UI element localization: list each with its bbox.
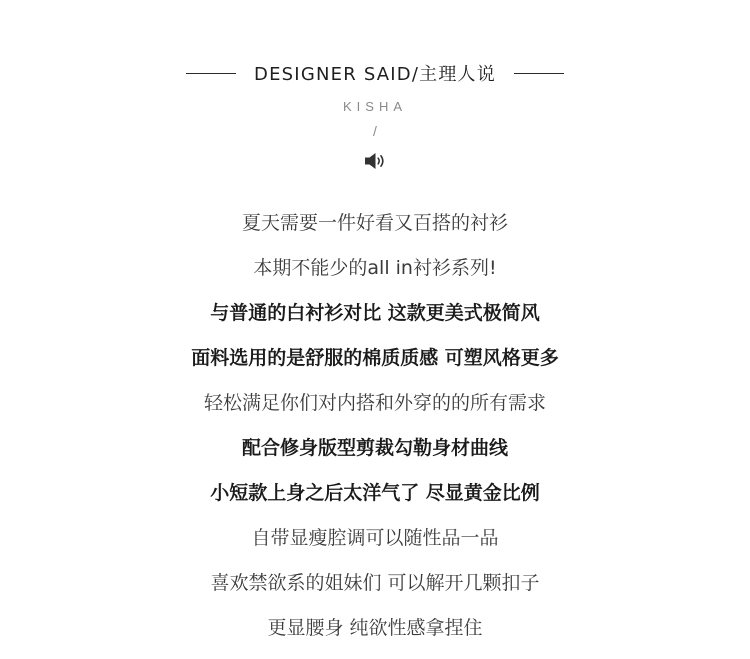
left-divider-line <box>186 73 236 74</box>
description-line: 与普通的白衬衫对比 这款更美式极简风 <box>210 302 540 324</box>
speaker-icon[interactable] <box>363 150 387 172</box>
author-name: KISHA <box>342 99 407 114</box>
description-line: 喜欢禁欲系的姐妹们 可以解开几颗扣子 <box>210 572 540 594</box>
section-header <box>0 56 750 90</box>
section-title: DESIGNER SAID/主理人说 <box>254 64 496 85</box>
description-line: 本期不能少的all in衬衫系列! <box>253 257 497 279</box>
description-text-block <box>0 209 750 659</box>
description-line: 面料选用的是舒服的棉质质感 可塑风格更多 <box>191 347 559 369</box>
author-separator: / <box>373 123 377 139</box>
description-line: 轻松满足你们对内搭和外穿的的所有需求 <box>203 392 546 414</box>
description-line: 配合修身版型剪裁勾勒身材曲线 <box>241 437 508 459</box>
right-divider-line <box>514 73 564 74</box>
description-line: 小短款上身之后太洋气了 尽显黄金比例 <box>210 482 540 504</box>
description-line: 夏天需要一件好看又百搭的衬衫 <box>241 212 508 234</box>
description-line: 自带显瘦腔调可以随性品一品 <box>251 527 499 549</box>
description-line: 更显腰身 纯欲性感拿捏住 <box>267 617 483 639</box>
